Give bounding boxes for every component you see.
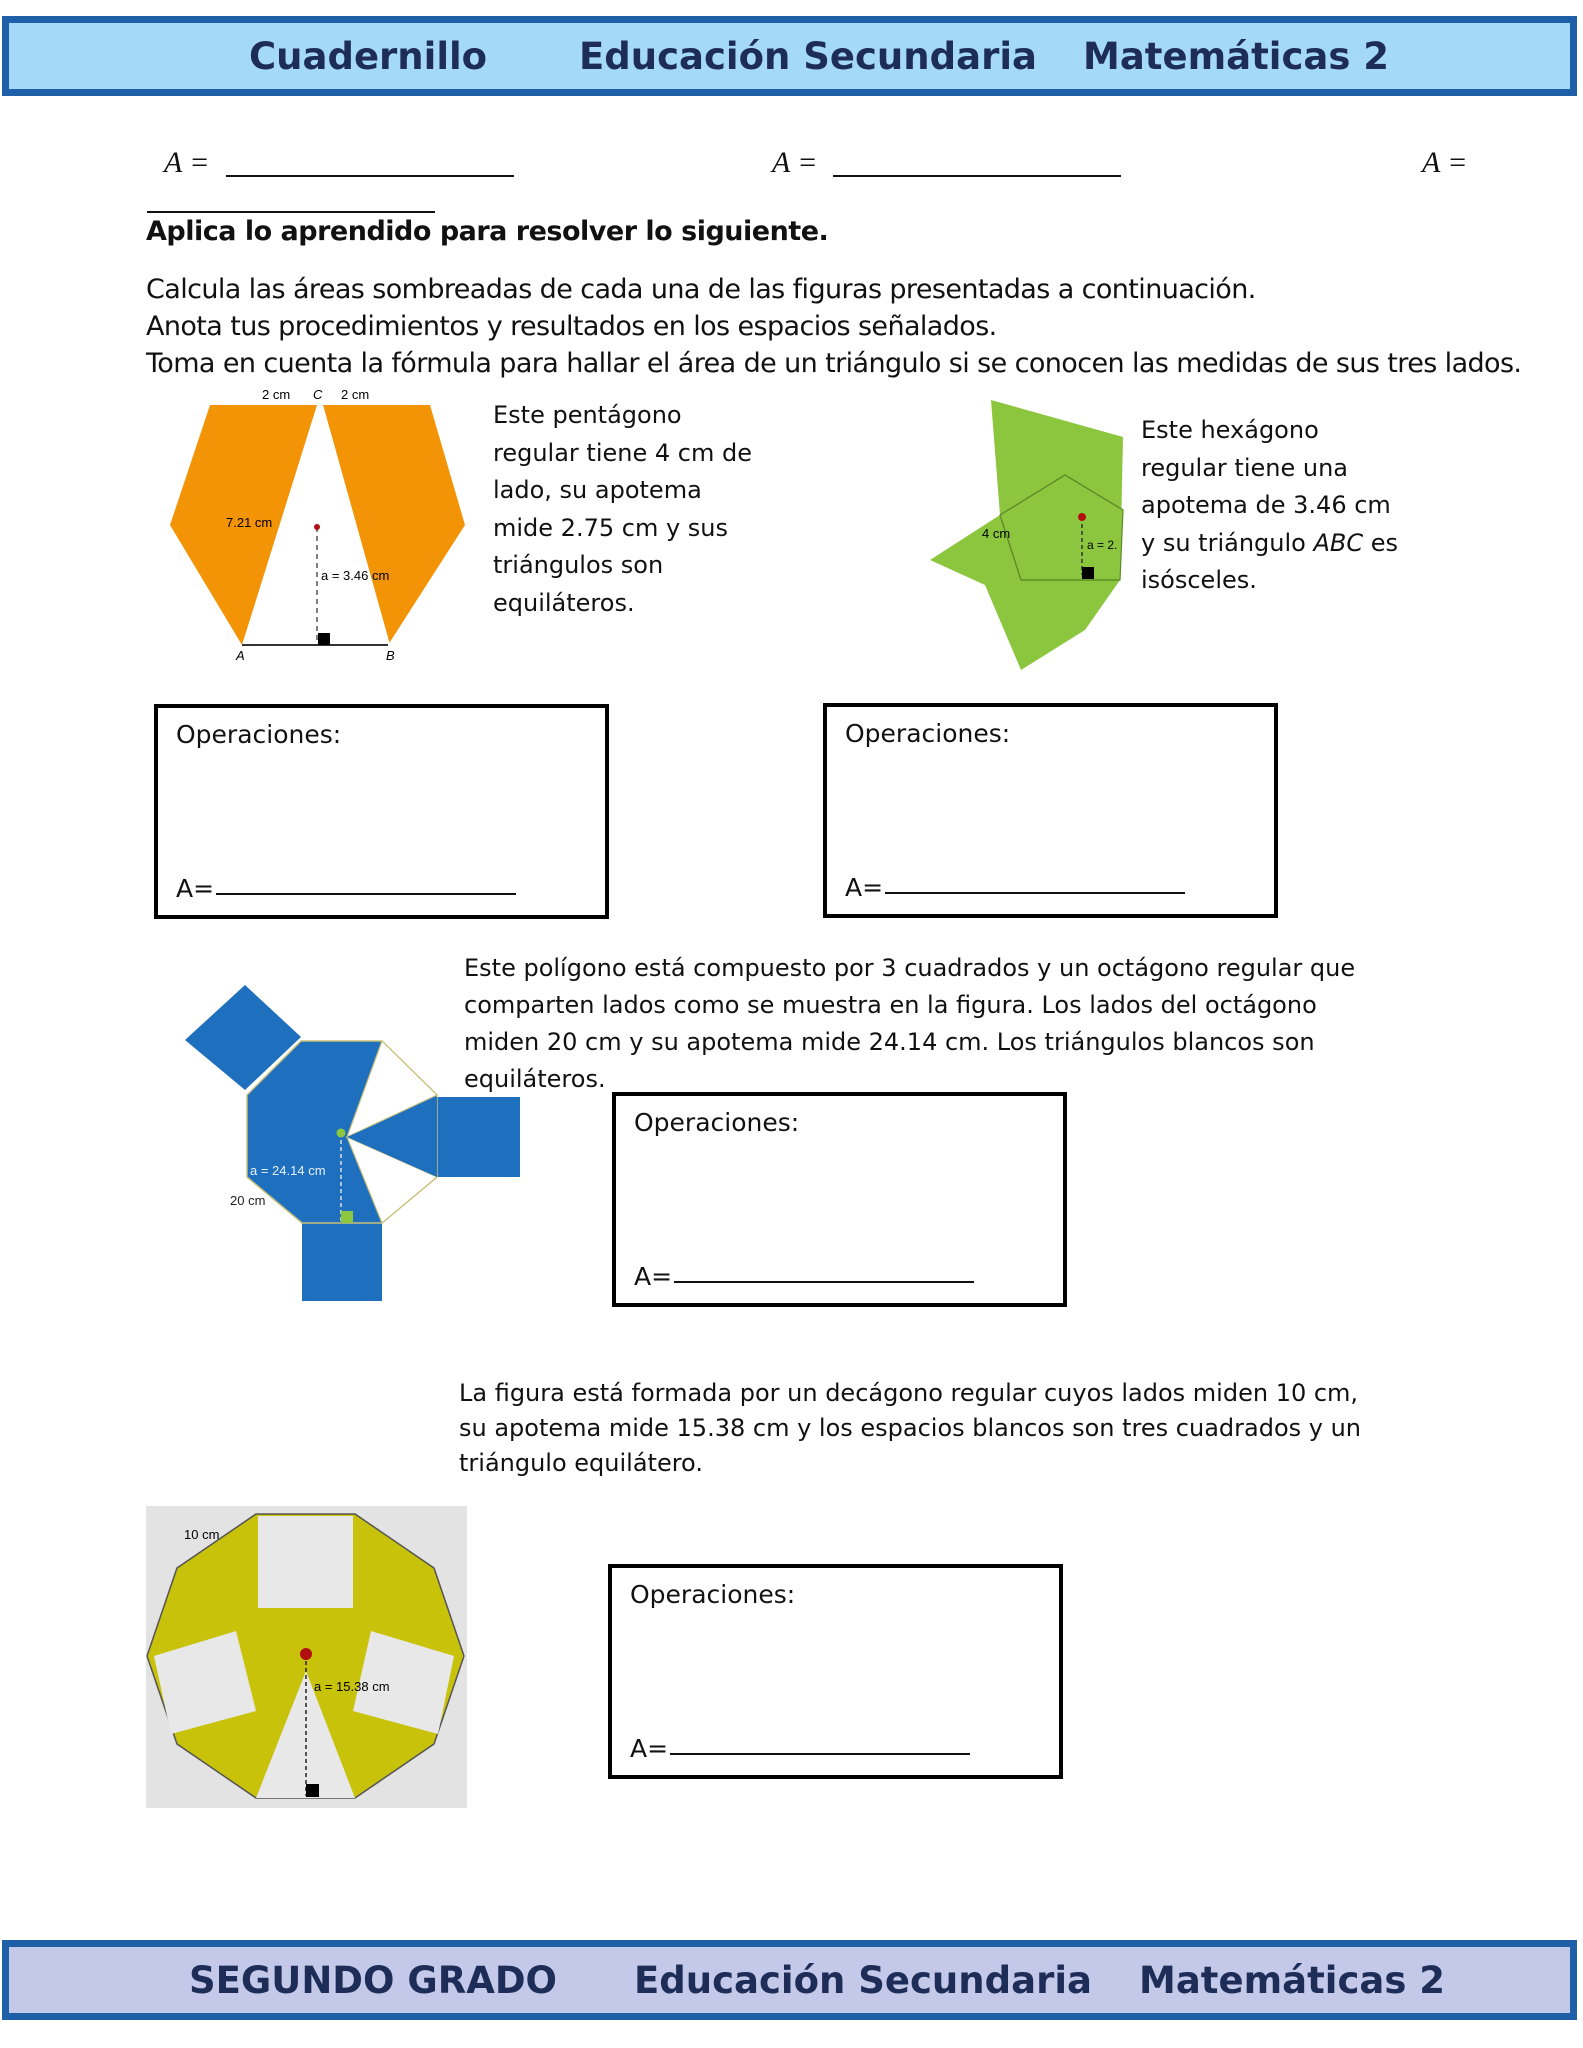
answer-line-3[interactable] bbox=[147, 211, 435, 213]
answer-line-1[interactable] bbox=[226, 175, 514, 177]
fig1-label-top-left: 2 cm bbox=[262, 387, 291, 402]
fig2-desc-post: es isósceles. bbox=[1141, 528, 1399, 594]
fig1-label-apothem: a = 3.46 cm bbox=[321, 568, 390, 583]
operations-answer-line[interactable] bbox=[216, 893, 516, 895]
operations-title: Operaciones: bbox=[176, 720, 342, 749]
fig2-label-side: 4 cm bbox=[982, 526, 1011, 541]
operations-answer-line[interactable] bbox=[885, 892, 1185, 894]
fig3-description: Este polígono está compuesto por 3 cuadrados y un octágono regular que comparten lados como se muestra en la figura. Los lados del octágono miden 20 cm y su apotema mide 24.14 cm. Los triángulos blancos son equiláteros. bbox=[464, 954, 1356, 1093]
fig4-description: La figura está formada por un decágono regular cuyos lados miden 10 cm, su apotema mide 15.38 cm y los espacios blancos son tres cuadrados y un triángulo equilátero. bbox=[459, 1379, 1362, 1477]
fig1-label-side: 7.21 cm bbox=[226, 515, 273, 530]
fig1-description: Este pentágono regular tiene 4 cm de lado, su apotema mide 2.75 cm y sus triángulos son equiláteros. bbox=[493, 401, 752, 617]
operations-title: Operaciones: bbox=[630, 1580, 796, 1609]
operations-box-1[interactable] bbox=[154, 704, 609, 919]
page-header bbox=[2, 16, 1577, 96]
operations-box-4[interactable] bbox=[608, 1564, 1063, 1779]
fig3-label-apothem: a = 24.14 cm bbox=[250, 1163, 326, 1178]
fig4-label-side: 10 cm bbox=[184, 1527, 220, 1542]
fig1-label-a: A bbox=[236, 648, 245, 663]
fig2-label-apothem: a = 2. bbox=[1087, 538, 1118, 552]
instruction-3: Toma en cuenta la fórmula para hallar el área de un triángulo si se conocen las medidas de sus tres lados. bbox=[146, 348, 1522, 379]
operations-answer-label: A= bbox=[630, 1734, 669, 1763]
octagon-square-2 bbox=[437, 1097, 520, 1177]
answer-label-3: A = bbox=[1422, 146, 1468, 179]
operations-title: Operaciones: bbox=[634, 1108, 800, 1137]
operations-box-2[interactable] bbox=[823, 703, 1278, 918]
footer-left: SEGUNDO GRADO bbox=[189, 1958, 558, 2002]
operations-answer-line[interactable] bbox=[674, 1281, 974, 1283]
answer-line-2[interactable] bbox=[833, 175, 1121, 177]
decagon-figure bbox=[146, 1506, 467, 1808]
fig1-label-b: B bbox=[386, 648, 395, 663]
footer-center: Educación Secundaria bbox=[634, 1958, 1092, 2002]
operations-box-3[interactable] bbox=[612, 1092, 1067, 1307]
header-left: Cuadernillo bbox=[249, 34, 488, 78]
fig2-desc-abc: ABC bbox=[1313, 528, 1364, 557]
operations-title: Operaciones: bbox=[845, 719, 1011, 748]
fig2-description bbox=[1141, 412, 1403, 600]
instruction-2: Anota tus procedimientos y resultados en los espacios señalados. bbox=[146, 311, 997, 342]
operations-answer-label: A= bbox=[634, 1262, 673, 1291]
pentagon-figure bbox=[160, 385, 480, 670]
fig4-label-apothem: a = 15.38 cm bbox=[314, 1679, 390, 1694]
fig3-label-side: 20 cm bbox=[230, 1193, 266, 1208]
operations-answer-label: A= bbox=[176, 874, 215, 903]
octagon-square-3 bbox=[302, 1223, 382, 1301]
instruction-1: Calcula las áreas sombreadas de cada una de las figuras presentadas a continuación. bbox=[146, 274, 1256, 305]
footer-right: Matemáticas 2 bbox=[1139, 1958, 1446, 2002]
operations-answer-line[interactable] bbox=[670, 1753, 970, 1755]
fig1-label-top-right: 2 cm bbox=[341, 387, 370, 402]
star-figure bbox=[925, 395, 1140, 670]
page-footer bbox=[2, 1940, 1577, 2020]
fig1-label-c: C bbox=[313, 387, 323, 402]
answer-label-2: A = bbox=[772, 146, 818, 179]
header-center: Educación Secundaria bbox=[579, 34, 1037, 78]
header-right: Matemáticas 2 bbox=[1083, 34, 1390, 78]
decagon-square-top bbox=[258, 1516, 353, 1608]
section-title: Aplica lo aprendido para resolver lo siguiente. bbox=[146, 216, 829, 247]
operations-answer-label: A= bbox=[845, 873, 884, 902]
answer-label-1: A = bbox=[164, 146, 210, 179]
fig2-desc-pre: Este hexágono regular tiene una apotema de 3.46 cm y su triángulo bbox=[1141, 416, 1391, 557]
